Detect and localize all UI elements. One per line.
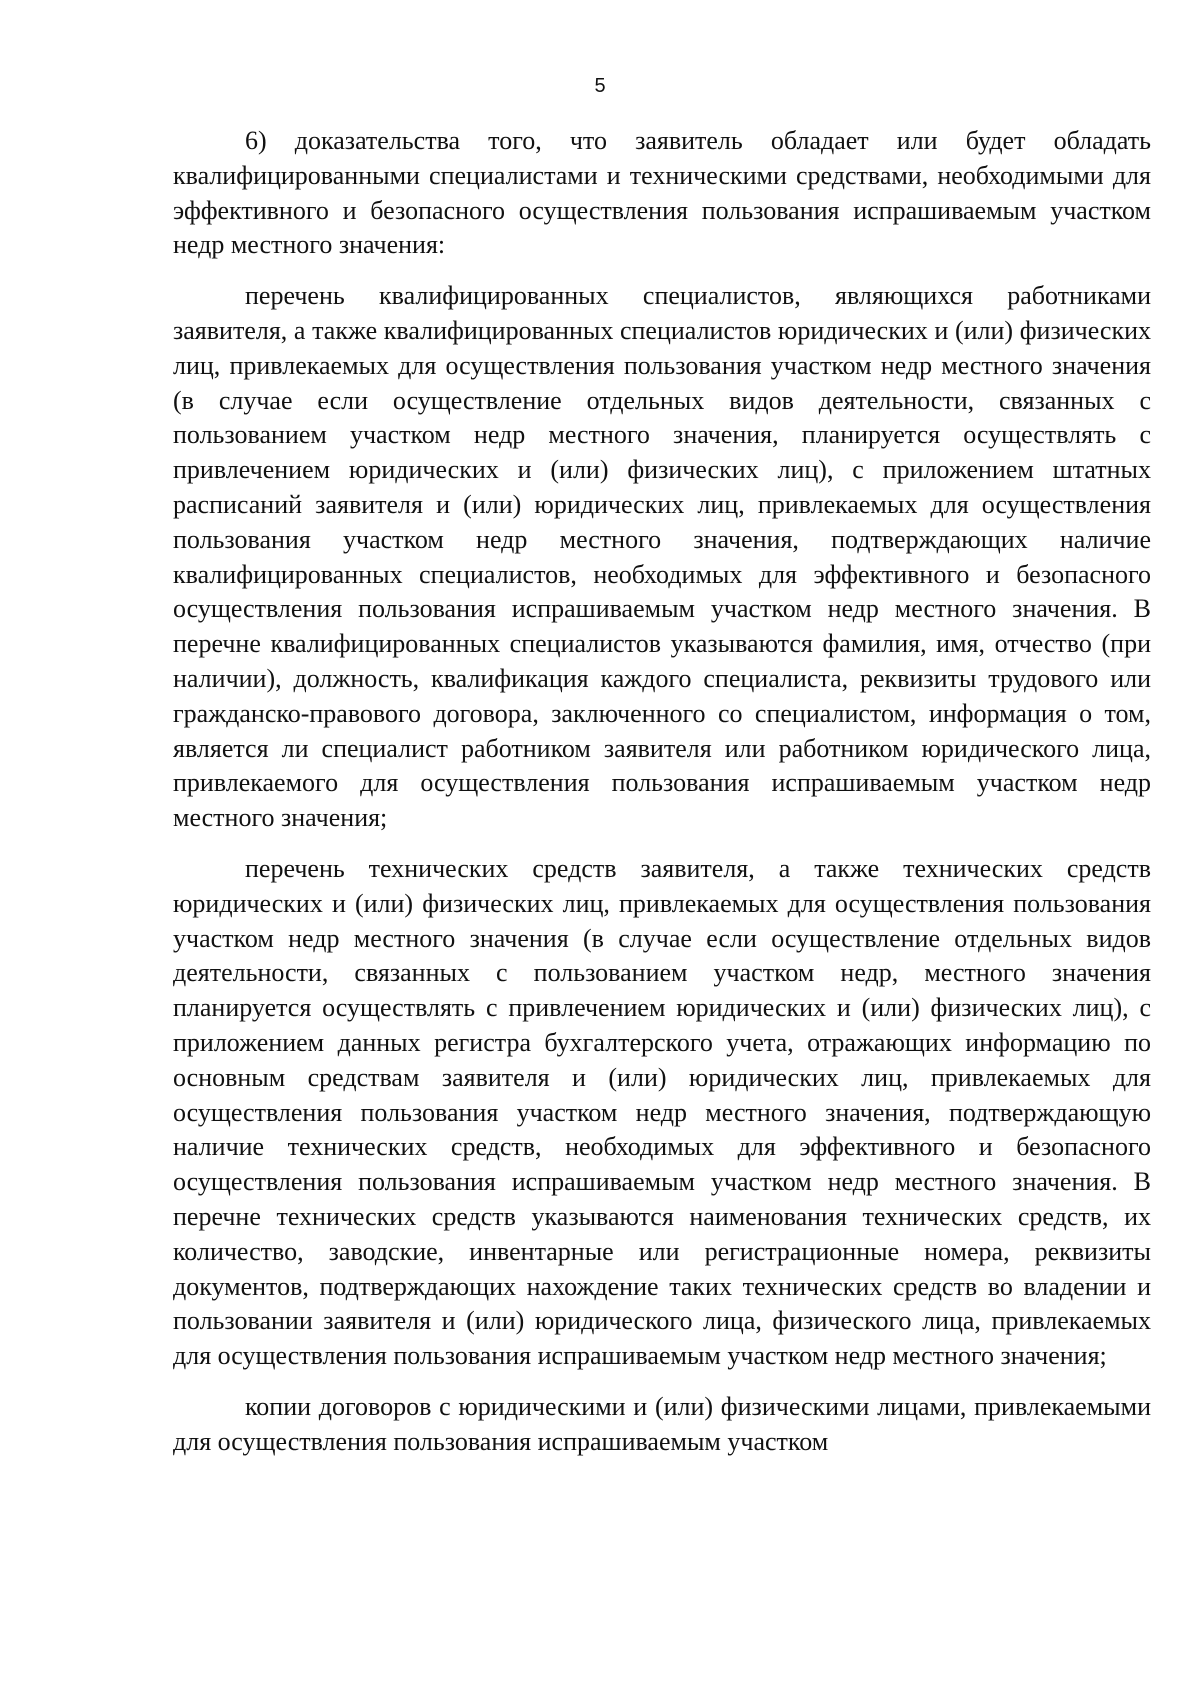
paragraph-evidence-intro: 6) доказательства того, что заявитель обладает или будет обладать квалифицированными специалистами и техническими средствами, необходимыми для эффективного и безопасного осуществления пользования испрашиваемым участком недр местного значения:: [173, 126, 1151, 260]
paragraph-technical-means-list: перечень технических средств заявителя, а также технических средств юридических и (или) физических лиц, привлекаемых для осуществления пользования участком недр местного значения (в случае если осуществление отдельных видов деятельности, связанных с пользованием участком недр, местного значения планируется осуществлять с привлечением юридических и (или) физических лиц), с приложением данных регистра бухгалтерского учета, отражающих информацию по основным средствам заявителя и (или) юридических лиц, привлекаемых для осуществления пользования участком недр местного значения, подтверждающую наличие технических средств, необходимых для эффективного и безопасного осуществления пользования испрашиваемым участком недр местного значения. В перечне технических средств указываются наименования технических средств, их количество, заводские, инвентарные или регистрационные номера, реквизиты документов, подтверждающих нахождение таких технических средств во владении и пользовании заявителя и (или) юридического лица, физического лица, привлекаемых для осуществления пользования испрашиваемым участком недр местного значения;: [173, 853, 1151, 1371]
page-number: 5: [594, 75, 606, 97]
document-body: [173, 124, 1151, 1475]
paragraph-specialists-list: перечень квалифицированных специалистов, являющихся работниками заявителя, а также квалифицированных специалистов юридических и (или) физических лиц, привлекаемых для осуществления пользования участком недр местного значения (в случае если осуществление отдельных видов деятельности, связанных с пользованием участком недр местного значения, планируется осуществлять с привлечением юридических и (или) физических лиц), с приложением штатных расписаний заявителя и (или) юридических лиц, привлекаемых для осуществления пользования участком недр местного значения, подтверждающих наличие квалифицированных специалистов, необходимых для эффективного и безопасного осуществления пользования испрашиваемым участком недр местного значения. В перечне квалифицированных специалистов указываются фамилия, имя, отчество (при наличии), должность, квалификация каждого специалиста, реквизиты трудового или гражданско-правового договора, заключенного со специалистом, информация о том, является ли специалист работником заявителя или работником юридического лица, привлекаемого для осуществления пользования испрашиваемым участком недр местного значения;: [173, 281, 1151, 833]
paragraph-contracts-copies: копии договоров с юридическими и (или) физическими лицами, привлекаемыми для осуществления пользования испрашиваемым участком: [173, 1391, 1151, 1456]
